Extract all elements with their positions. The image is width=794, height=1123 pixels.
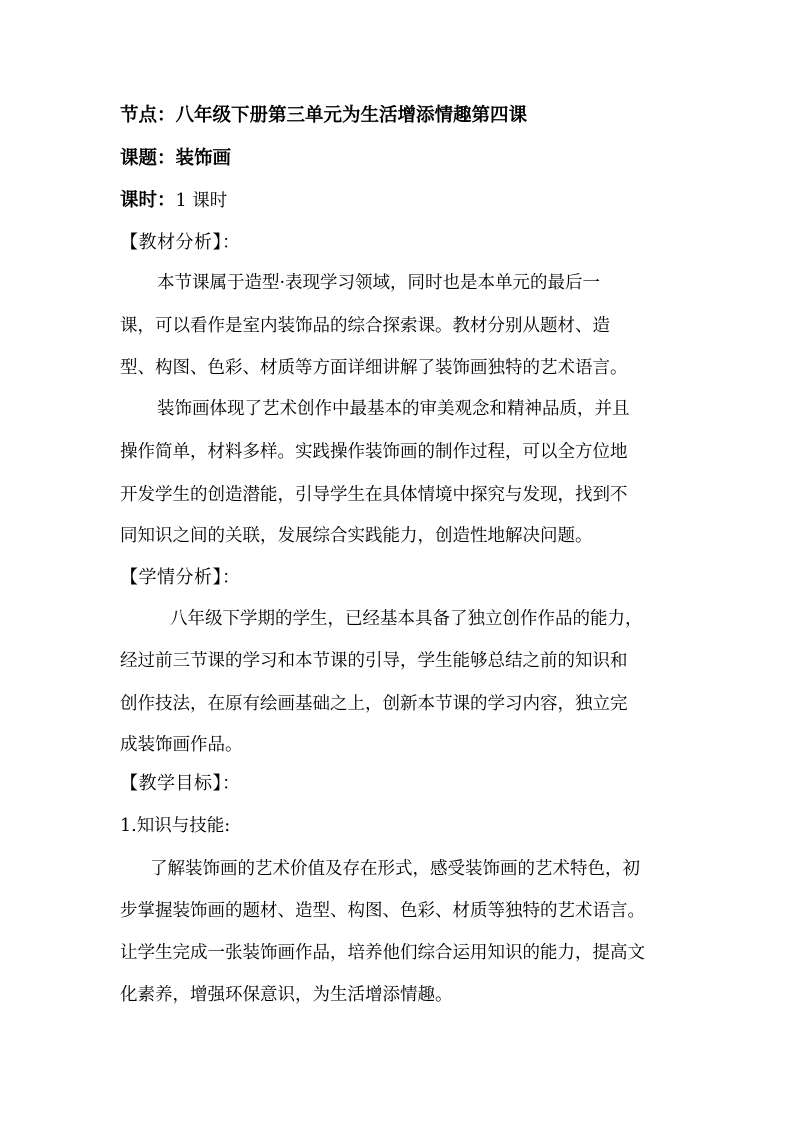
node-label: 节点：	[120, 105, 176, 126]
paragraph-line: 经过前三节课的学习和本节课的引导，学生能够总结之前的知识和	[120, 651, 628, 671]
paragraph-line: 化素养，增强环保意识，为生活增添情趣。	[120, 985, 453, 1005]
paragraph-line: 成装饰画作品。	[120, 735, 243, 755]
paragraph-line: 创作技法，在原有绘画基础之上，创新本节课的学习内容，独立完	[120, 694, 628, 714]
textbook-analysis-heading: 【教材分析】：	[120, 232, 241, 253]
period-label: 课时：	[120, 190, 176, 211]
paragraph-line: 八年级下学期的学生，已经基本具备了独立创作作品的能力，	[170, 609, 643, 629]
paragraph-line: 开发学生的创造潜能，引导学生在具体情境中探究与发现，找到不	[120, 485, 628, 505]
topic-label: 课题：	[120, 148, 176, 169]
paragraph-line: 本节课属于造型·表现学习领域，同时也是本单元的最后一	[157, 273, 601, 293]
subheading-knowledge-skills: 1.知识与技能:	[120, 816, 231, 836]
paragraph-line: 型、构图、色彩、材质等方面详细讲解了装饰画独特的艺术语言。	[120, 358, 628, 378]
paragraph-line: 让学生完成一张装饰画作品，培养他们综合运用知识的能力，提高文	[120, 943, 645, 963]
period-value: 1 课时	[175, 191, 228, 211]
topic-line	[120, 147, 231, 171]
topic-value: 装饰画	[175, 148, 232, 169]
node-value: 八年级下册第三单元为生活增添情趣第四课	[175, 105, 528, 126]
node-line	[120, 104, 527, 128]
paragraph-line: 了解装饰画的艺术价值及存在形式，感受装饰画的艺术特色，初	[150, 859, 640, 879]
paragraph-line: 装饰画体现了艺术创作中最基本的审美观念和精神品质，并且	[157, 399, 630, 419]
paragraph-line: 步掌握装饰画的题材、造型、构图、色彩、材质等独特的艺术语言。	[120, 901, 645, 921]
paragraph-line: 操作简单，材料多样。实践操作装饰画的制作过程，可以全方位地	[120, 442, 628, 462]
period-line	[120, 189, 227, 213]
teaching-goals-heading: 【教学目标】：	[120, 773, 241, 794]
student-analysis-heading: 【学情分析】：	[120, 567, 241, 588]
paragraph-line: 同知识之间的关联，发展综合实践能力，创造性地解决问题。	[120, 526, 593, 546]
paragraph-line: 课，可以看作是室内装饰品的综合探索课。教材分别从题材、造	[120, 316, 610, 336]
